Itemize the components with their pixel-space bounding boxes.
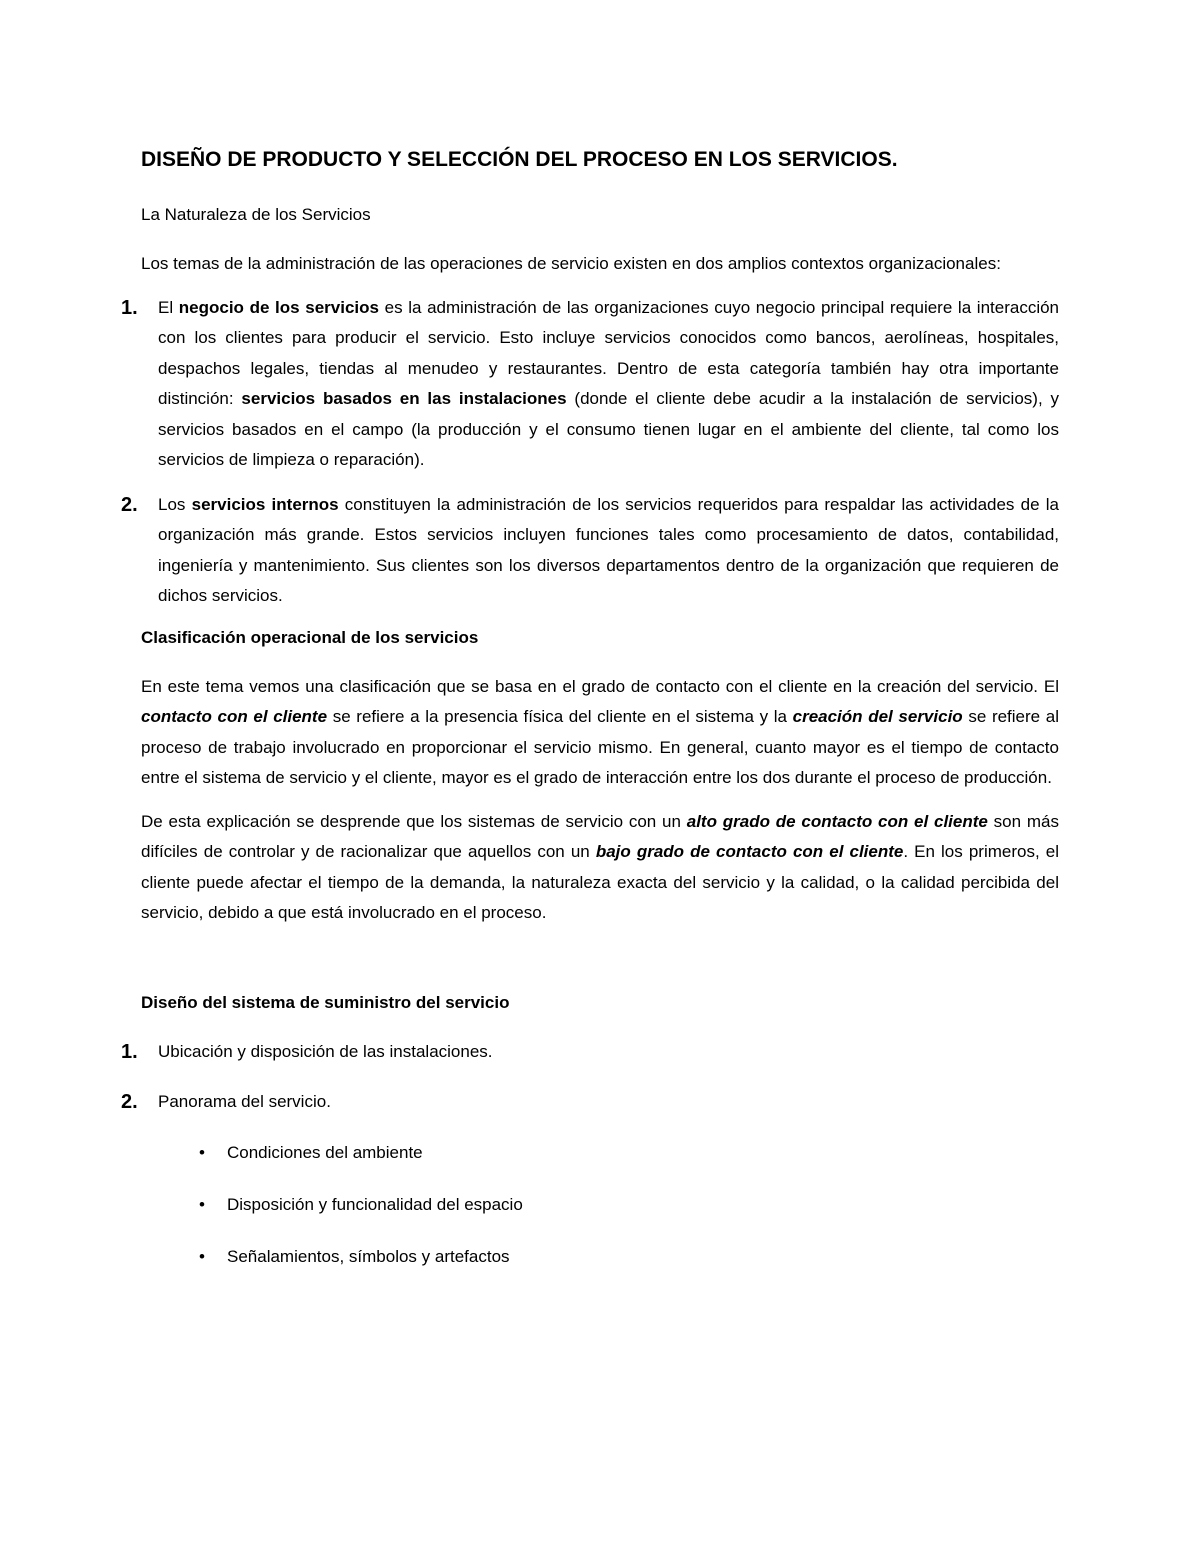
text-run: De esta explicación se desprende que los sistemas de servicio con un	[141, 811, 687, 831]
bullet-item-disposicion	[141, 1190, 1059, 1220]
section-heading-diseno-sistema: Diseño del sistema de suministro del servicio	[141, 992, 510, 1012]
bold-italic-term: contacto con el cliente	[141, 707, 328, 726]
bullet-item-senalamientos	[141, 1242, 1059, 1272]
bold-term: negocio de los servicios	[178, 297, 379, 317]
section-heading-naturaleza: La Naturaleza de los Servicios	[141, 205, 371, 224]
diseno-sistema-list	[121, 1037, 1059, 1118]
paragraph-explicacion	[141, 807, 1059, 929]
text-run: se refiere al proceso de trabajo involucrado en proporcionar el servicio mismo. En general, cuanto mayor es el tiempo de contacto entre el sistema de servicio y el cliente, mayor es el grado de interacción entre los dos durante el proceso de producción.	[141, 707, 1060, 787]
list-item-text: Ubicación y disposición de las instalaciones.	[158, 1041, 493, 1061]
list-item-panorama	[121, 1087, 1059, 1118]
text-run: Los	[158, 494, 192, 514]
list-item-negocio-servicios	[121, 293, 1060, 476]
text-run: es la administración de las organizaciones cuyo negocio principal requiere la interacción con los clientes para producir el servicio. Esto incluye servicios conocidos como bancos, aerolíneas, hospitales, despachos legales, tiendas al menudeo y restaurantes. Dentro de esta categoría también hay otra importante distinción:	[158, 297, 1060, 408]
bold-italic-term: bajo grado de contacto con el cliente	[595, 842, 904, 861]
text-run: se refiere a la presencia física del cliente en el sistema y la	[327, 707, 793, 726]
text-run: En este tema vemos una clasificación que se basa en el grado de contacto con el cliente en la creación del servicio. El	[141, 676, 1059, 696]
bullet-item-condiciones	[141, 1138, 1059, 1168]
text-run: . En los primeros, el cliente puede afectar el tiempo de la demanda, la naturaleza exacta del servicio y la calidad, o la calidad percibida del servicio, debido a que está involucrado en el proceso.	[141, 842, 1059, 922]
bold-italic-term: creación del servicio	[792, 707, 963, 726]
list-item-servicios-internos	[121, 490, 1059, 612]
panorama-bullet-list	[141, 1138, 1059, 1272]
bullet-text: Condiciones del ambiente	[227, 1142, 423, 1162]
services-contexts-list	[121, 293, 1060, 612]
paragraph-clasificacion	[141, 672, 1059, 794]
bullet-text: Disposición y funcionalidad del espacio	[227, 1194, 523, 1214]
text-run: constituyen la administración de los servicios requeridos para respaldar las actividades de la organización más grande. Estos servicios incluyen funciones tales como procesamiento de datos, contabilidad, ingeniería y mantenimiento. Sus clientes son los diversos departamentos dentro de la organización que requieren de dichos servicios.	[158, 494, 1059, 605]
bullet-glyph: •	[199, 1246, 205, 1266]
document-page	[121, 145, 1060, 1294]
bullet-glyph: •	[199, 1142, 205, 1162]
bold-italic-term: alto grado de contacto con el cliente	[686, 811, 988, 831]
list-number: 2.	[121, 493, 138, 516]
text-run: (donde el cliente debe acudir a la instalación de servicios), y servicios basados en el campo (la producción y el consumo tienen lugar en el ambiente del cliente, tal como los servicios de limpieza o reparación).	[158, 389, 1060, 469]
document-title: DISEÑO DE PRODUCTO Y SELECCIÓN DEL PROCESO EN LOS SERVICIOS.	[141, 148, 898, 171]
list-number: 2.	[121, 1091, 138, 1113]
list-number: 1.	[121, 296, 138, 319]
section-heading-clasificacion: Clasificación operacional de los servicios	[141, 627, 479, 647]
intro-paragraph: Los temas de la administración de las operaciones de servicio existen en dos amplios contextos organizacionales:	[141, 254, 1001, 273]
bullet-glyph: •	[199, 1194, 205, 1214]
text-run: son más difíciles de controlar y de racionalizar que aquellos con un	[141, 811, 1059, 861]
bold-term: servicios basados en las instalaciones	[241, 389, 567, 408]
bold-term: servicios internos	[191, 494, 339, 514]
bullet-text: Señalamientos, símbolos y artefactos	[227, 1246, 510, 1266]
list-item-text: Panorama del servicio.	[158, 1092, 331, 1111]
list-item-ubicacion	[121, 1037, 1059, 1068]
text-run: El	[158, 297, 179, 317]
list-number: 1.	[121, 1040, 138, 1063]
